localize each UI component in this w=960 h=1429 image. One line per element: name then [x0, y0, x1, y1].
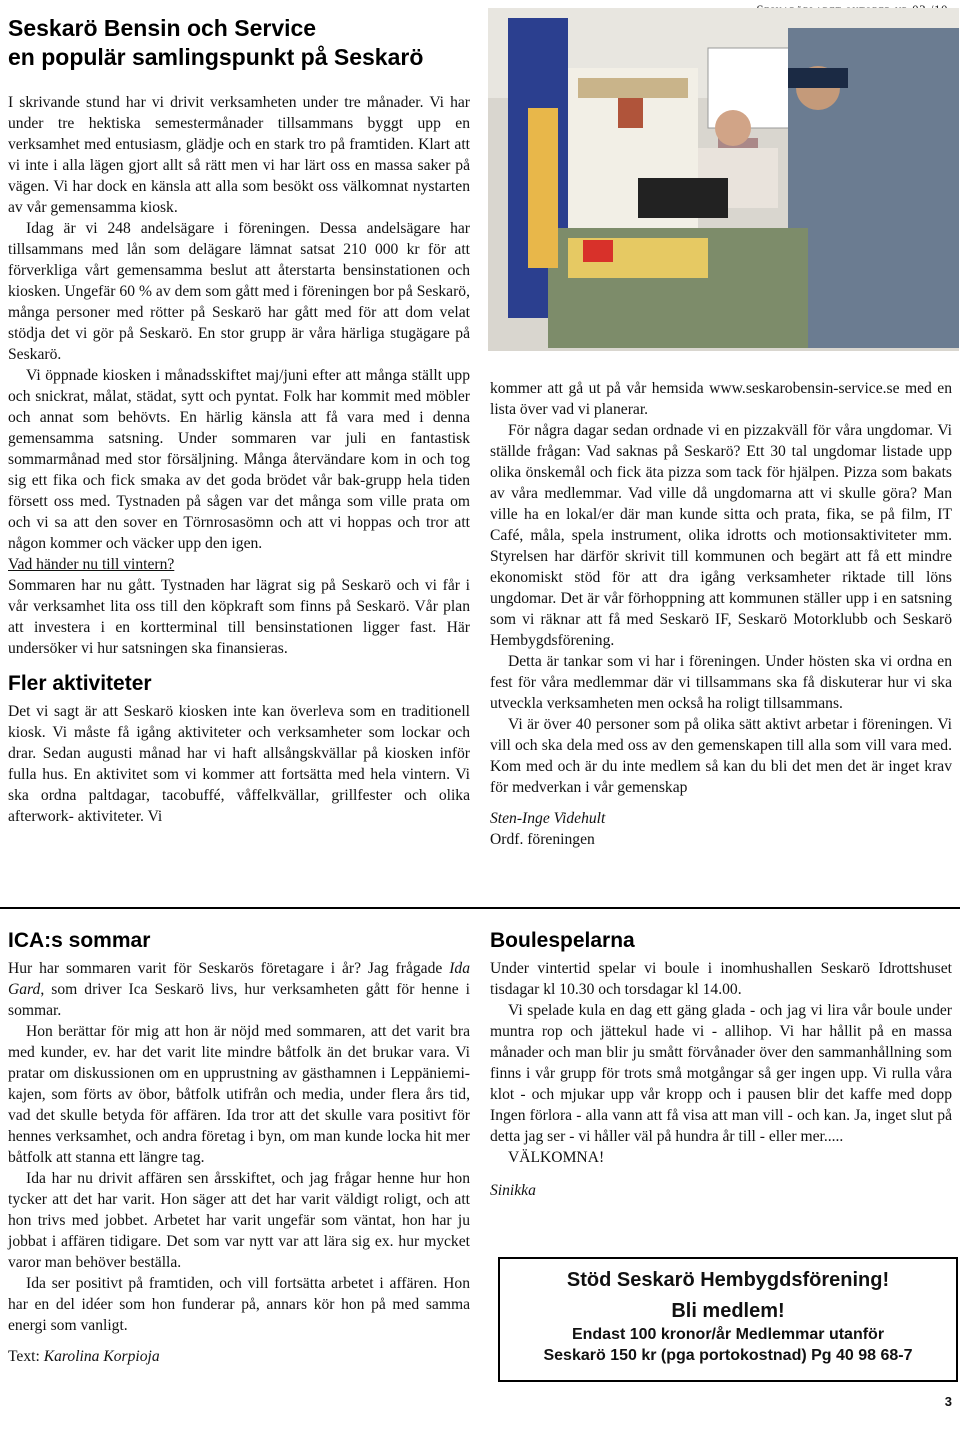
- paragraph: Sommaren har nu gått. Tystnaden har lägrat sig på Seskarö och vi får i vår verksamhet lita oss till den köpkraft som finns på Seskarö. Vår plan att investera i en kortterminal till bensinstationen ligger fast. Här undersöker vi hur satsningen ska finansieras.: [8, 577, 470, 657]
- signature-name: Sten-Inge Videhult: [490, 810, 606, 827]
- main-article-right-column: [490, 378, 952, 850]
- paragraph: Vi är över 40 personer som på olika sätt aktivt arbetar i föreningen. Vi vill och ska dela med oss av den gemenskapen till alla som vill vara med. Kom med och är du inte medlem så kan du bli det men det är inget krav för medverkan i vår gemenskap: [490, 716, 952, 796]
- page-number: 3: [944, 1394, 952, 1409]
- main-article-left-column: [8, 92, 470, 827]
- page-title: [8, 14, 423, 72]
- paragraph: För några dagar sedan ordnade vi en pizzakväll för våra ungdomar. Vi ställde frågan: Vad saknas på Seskarö? Ett 30 tal ungdomar listade upp olika önskemål och fick äta pizza som tack för hjälpen. Pizza som bakats av våra medlemmar. Vad ville då ungdomarna att vi skulle göra? Man ville ha en lokal/er där man kunde sitta och prata, fika, se på film, IT Café, måla, spela instrument, olika idrotts och motionsaktiviteter mm. Styrelsen har därför skrivit till kommunen och begärt att få ett mindre ekonomiskt stöd för att dra igång verksamheter riktade till löns ungdomar. Det är vår förhoppning att kommunen ställer upp i en satsning som vi räknar att få med Seskarö IF, Seskarö Motorklubb och Seskarö Hembygdsförening.: [490, 422, 952, 649]
- section-question: Vad händer nu till vintern?: [8, 556, 175, 573]
- paragraph: Idag är vi 248 andelsägare i föreningen. Dessa andelsägare har tillsammans med lån som delägare lämnat satsat 210 000 kr för att förverkliga vårt gemensamma beslut att återstarta bensinstationen och kiosken. Ungefär 60 % av dem som gått med i föreningen bor på Seskarö, många personer med rötter på Seskarö har gått med för att dom velat stödja det vi gör på Seskarö. En stor grupp är våra härliga stugägare på Seskarö.: [8, 220, 470, 363]
- section-heading: Fler aktiviteter: [8, 672, 152, 695]
- ad-line-2: Bli medlem!: [671, 1300, 785, 1322]
- credit-label: Text:: [8, 1348, 44, 1365]
- paragraph: Under vintertid spelar vi boule i inomhushallen Seskarö Idrottshuset tisdagar kl 10.30 och torsdagar kl 14.00.: [490, 960, 952, 998]
- title-line-2: en populär samlingspunkt på Seskarö: [8, 44, 424, 70]
- kiosk-photo-image: [488, 8, 959, 351]
- ad-line-4: Seskarö 150 kr (pga portokostnad) Pg 40 98 68-7: [543, 1347, 913, 1364]
- text-run: , som driver Ica Seskarö livs, hur verksamheten gått för henne i sommar.: [8, 981, 470, 1019]
- ica-title: ICA:s sommar: [8, 929, 151, 952]
- paragraph: I skrivande stund har vi drivit verksamheten under tre månader. Vi har under tre hektiska semestermånader tillsammans byggt upp en verksamhet med entusiasm, glädje och en stark tro på framtiden. Klart att vi inte i alla lägen gjort allt så rätt men vi har lärt oss en massa saker på vägen. Vi har dock en känsla att alla som besökt oss välkomnat nystarten av vår gemensamma kiosk.: [8, 94, 470, 216]
- paragraph: Vi öppnade kiosken i månadsskiftet maj/juni efter att många ställt upp och snickrat, målat, städat, sytt och pyntat. Folk har kommit med möbler och annat som behövts. En härlig känsla att få vara med i denna gemensamma satsning. Under sommaren var juli en fantastisk sommarmånad med stor försäljning. Många återvändare kom in och tog sig ett fika och fick smaka av det goda brödet vår bak-grupp hela tiden försett oss med. Tystnaden på sågen var det många som ville prata om och vi sa att den sover en Törnrosasömn och att vi hoppas och tror att någon kommer och väcker upp den igen.: [8, 367, 470, 552]
- boule-article: [490, 928, 952, 1201]
- paragraph: kommer att gå ut på vår hemsida www.seskarobensin-service.se med en lista över vad vi planerar.: [490, 380, 952, 418]
- kiosk-photo: [488, 8, 959, 351]
- paragraph: Vi spelade kula en dag ett gäng glada - och jag vi lira vår boule under muntra rop och jättekul hade vi - allihop. Vi har hållit på en massa månader och man blir ju smått förvånader över den sammanhållning som finns i vår grupp för trots små motgångar så ger ingen upp. Vi rulla våra klot - och mjukar upp vår kropp och i pausen blir det kaffe med dopp Ingen förlora - alla vann att få visa att man vill - och kan. Ja, inget slut på detta jag ser - vi håller väl på hundra år till - eller mer.....: [490, 1002, 952, 1145]
- paragraph: Ida har nu drivit affären sen årsskiftet, och jag frågar henne hur hon tycker att det har varit. Hon säger att det har varit väldigt roligt, och att hon trivs med jobbet. Arbetet har varit ungefär som väntat, hon har ju jobbat i affären tidigare. Det som var nytt var att lära sig ex. hur mycket varor man behöver beställa.: [8, 1170, 470, 1271]
- paragraph: Hon berättar för mig att hon är nöjd med sommaren, att det varit bra med kunder, ev. har det varit lite mindre båtfolk än det brukar vara. Vi pratar om diskussionen om en upprustning av gästhamnen i Leppäniemi-kajen, som förts av öbor, båtfolk utifrån och media, under flera års tid, vad det skulle betyda för affären. Ida tror att det skulle vara positivt för hennes verksamhet, och andra företag i byn, om man kunde locka hit mer båtfolk att stanna ett längre tag.: [8, 1023, 470, 1166]
- boule-title: Boulespelarna: [490, 929, 635, 952]
- text-run: Hur har sommaren varit för Seskarös företagare i år? Jag frågade: [8, 960, 450, 977]
- membership-ad-box: [498, 1257, 958, 1382]
- paragraph: [8, 958, 470, 1021]
- credit: [8, 1346, 470, 1367]
- ad-line-3: Endast 100 kronor/år Medlemmar utanför: [571, 1326, 885, 1343]
- paragraph: VÄLKOMNA!: [508, 1149, 605, 1166]
- signature-title: Ordf. föreningen: [490, 831, 595, 848]
- signature: Sinikka: [490, 1182, 536, 1199]
- ica-article: [8, 928, 470, 1367]
- paragraph: Det vi sagt är att Seskarö kiosken inte kan överleva som en traditionell kiosk. Vi måste få igång aktiviteter och verksamheter som lockar och drar. Sedan augusti månad har vi haft allsångskvällar på kiosken inför fulla hus. En aktivitet som vi kommer att fortsätta med hela vintern. Vi ska ordna paltdagar, tacobuffé, våffelkvällar, grillfester och olika afterwork- aktiviteter. Vi: [8, 703, 470, 825]
- credit-name: Karolina Korpioja: [43, 1348, 160, 1365]
- paragraph: Detta är tankar som vi har i föreningen. Under hösten ska vi ordna en fest för våra medlemmar där vi tillsammans ska få diskuterar hur vi ska utveckla verksamheten men också ha roligt tillsammans.: [490, 653, 952, 712]
- title-line-1: Seskarö Bensin och Service: [8, 15, 317, 41]
- paragraph: Ida ser positivt på framtiden, och vill fortsätta arbetet i affären. Hon har en del idéer som hon funderar på, annars kör hon på med samma energi som vanligt.: [8, 1275, 470, 1334]
- section-divider: [0, 907, 960, 909]
- ad-line-1: Stöd Seskarö Hembygdsförening!: [566, 1269, 890, 1291]
- person-name: Ida Gard: [8, 960, 470, 998]
